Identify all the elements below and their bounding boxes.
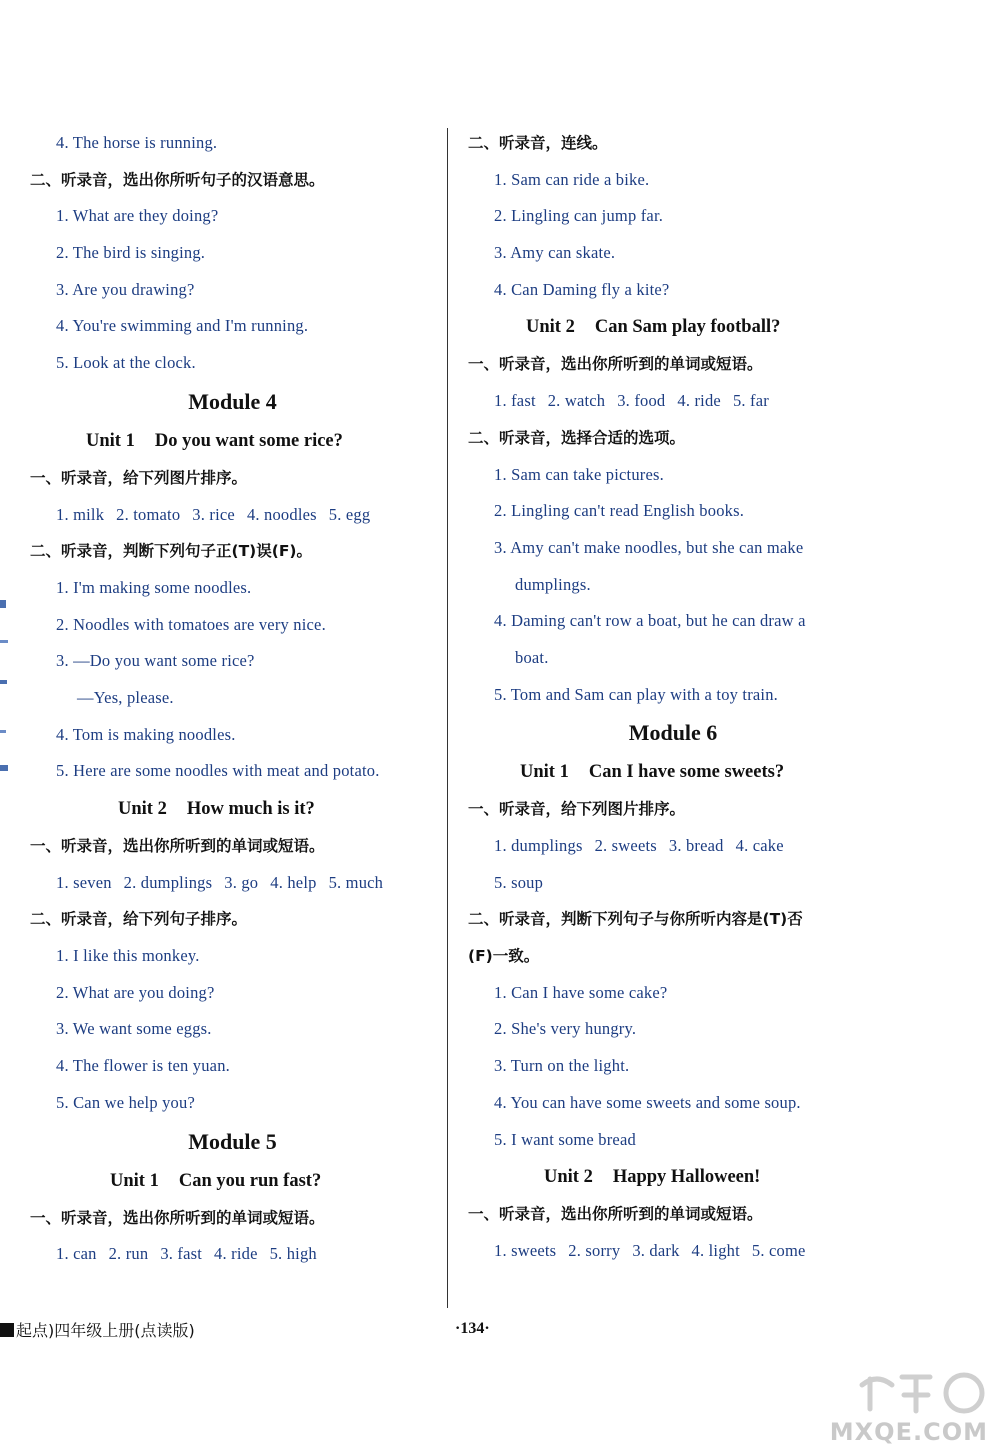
word-item: 5. much (328, 872, 384, 892)
word-item: 5. high (269, 1244, 317, 1264)
sentence-line: 1. Sam can ride a bike. (494, 169, 650, 189)
word-item: 2. sorry (568, 1240, 621, 1260)
unit-number: Unit 1 (86, 430, 135, 451)
word-item: 3. rice (192, 504, 235, 524)
unit-number: Unit 2 (544, 1167, 593, 1188)
sentence-line: 2. What are you doing? (56, 982, 215, 1002)
sentence-line: 5. Here are some noodles with meat and potato. (56, 761, 380, 781)
column-divider (447, 128, 448, 1308)
word-list (30, 865, 435, 902)
sentence-line: 2. Lingling can't read English books. (494, 501, 745, 521)
word-list (30, 1236, 435, 1273)
word-item: 2. tomato (116, 504, 181, 524)
word-item: 1. dumplings (494, 836, 583, 855)
sentence-line: 3. Amy can skate. (494, 243, 616, 263)
unit-title (30, 790, 435, 828)
word-item: 1. seven (56, 872, 112, 892)
unit-name: Do you want some rice? (154, 430, 343, 451)
section-heading: 一、听录音，选出你所听到的单词或短语。 (468, 355, 763, 374)
right-column (468, 125, 878, 1270)
unit-number: Unit 2 (526, 317, 575, 338)
sentence-line: 5. Look at the clock. (56, 353, 196, 373)
section-heading: 一、听录音，选出你所听到的单词或短语。 (30, 1208, 325, 1227)
section-heading-cont: (F)一致。 (468, 947, 540, 966)
word-item: 2. run (108, 1244, 149, 1264)
section-heading: 一、听录音，选出你所听到的单词或短语。 (30, 837, 325, 855)
word-item: 4. ride (214, 1244, 258, 1264)
word-item: 2. watch (547, 391, 606, 411)
word-item: 4. light (691, 1240, 740, 1260)
unit-number: Unit 1 (520, 762, 569, 783)
sentence-line: 5. Tom and Sam can play with a toy train. (494, 684, 778, 704)
unit-title (468, 308, 878, 346)
word-item: 2. sweets (594, 836, 657, 855)
sentence-line: 2. Lingling can jump far. (494, 206, 664, 226)
sentence-line: 3. Are you drawing? (56, 279, 195, 299)
word-item: 3. food (617, 391, 666, 411)
unit-number: Unit 2 (118, 799, 167, 819)
sentence-line: —Yes, please. (77, 687, 174, 707)
sentence-line: dumplings. (515, 574, 591, 594)
unit-title (30, 422, 435, 460)
section-heading: 二、听录音，给下列句子排序。 (30, 910, 248, 929)
unit-title (468, 753, 878, 791)
module-title: Module 4 (188, 388, 277, 414)
word-item: 1. can (56, 1244, 97, 1264)
watermark-text: MXQE.COM (829, 1418, 988, 1446)
word-item: 3. go (224, 872, 259, 892)
unit-name: Happy Halloween! (612, 1167, 761, 1188)
word-list (30, 497, 435, 534)
sentence-line: 2. Noodles with tomatoes are very nice. (56, 614, 326, 634)
black-mark (0, 1323, 14, 1337)
word-item: 3. fast (160, 1244, 203, 1264)
word-item: 3. dark (632, 1240, 680, 1260)
word-item: 4. cake (735, 836, 784, 855)
word-item: 4. help (270, 872, 317, 892)
sentence-line: 1. What are they doing? (56, 206, 219, 226)
left-column (30, 125, 435, 1273)
section-heading: 二、听录音，判断下列句子与你所听内容是(T)否 (468, 910, 803, 929)
sentence-line: 4. You're swimming and I'm running. (56, 316, 309, 336)
word-list (468, 383, 878, 420)
sentence-line: 1. I like this monkey. (56, 946, 200, 966)
section-heading: 一、听录音，选出你所听到的单词或短语。 (468, 1205, 763, 1224)
section-heading: 一、听录音，给下列图片排序。 (468, 800, 686, 819)
word-item: 5. soup (494, 872, 544, 892)
word-item: 4. ride (677, 391, 721, 411)
sentence-line: 2. She's very hungry. (494, 1019, 637, 1039)
word-item: 3. bread (668, 836, 724, 855)
word-item: 2. dumplings (123, 872, 213, 892)
sentence-line: 4. You can have some sweets and some soup. (494, 1092, 801, 1112)
sentence-line: 1. Can I have some cake? (494, 982, 668, 1002)
module-title: Module 5 (188, 1128, 277, 1154)
word-item: 1. sweets (494, 1240, 557, 1260)
page-number: ·134· (455, 1320, 490, 1337)
word-item: 5. egg (328, 504, 371, 524)
book-title-text: 起点)四年级上册(点读版) (16, 1321, 195, 1340)
unit-name: Can I have some sweets? (588, 762, 785, 783)
unit-name: Can Sam play football? (594, 317, 781, 338)
sentence-line: 4. Can Daming fly a kite? (494, 279, 670, 299)
sentence-line: 4. The horse is running. (56, 133, 218, 152)
sentence-line: 5. Can we help you? (56, 1092, 195, 1112)
unit-name: Can you run fast? (178, 1170, 322, 1191)
scan-edge-marks (0, 580, 10, 780)
word-item: 5. far (732, 391, 769, 411)
word-item: 1. fast (494, 391, 536, 411)
sentence-line: 3. —Do you want some rice? (56, 651, 255, 671)
unit-title (30, 1162, 435, 1200)
unit-title (468, 1158, 878, 1196)
sentence-line: 4. Tom is making noodles. (56, 724, 236, 744)
module-title: Module 6 (628, 720, 718, 746)
sentence-line: 1. Sam can take pictures. (494, 464, 664, 484)
sentence-line: 5. I want some bread (494, 1129, 636, 1149)
sentence-line: 4. Daming can't row a boat, but he can draw a (494, 611, 806, 631)
section-heading: 二、听录音，选择合适的选项。 (468, 428, 686, 447)
section-heading: 二、听录音，连线。 (468, 134, 608, 152)
sentence-line: boat. (515, 647, 549, 667)
unit-name: How much is it? (186, 799, 315, 819)
sentence-line: 1. I'm making some noodles. (56, 577, 252, 597)
word-item: 5. come (751, 1240, 806, 1260)
sentence-line: 2. The bird is singing. (56, 243, 206, 263)
word-item: 4. noodles (246, 504, 317, 524)
book-title (0, 1318, 195, 1341)
sentence-line: 4. The flower is ten yuan. (56, 1056, 230, 1076)
sentence-line: 3. We want some eggs. (56, 1019, 212, 1039)
unit-number: Unit 1 (110, 1170, 159, 1191)
sentence-line: 3. Turn on the light. (494, 1056, 630, 1076)
section-heading: 一、听录音，给下列图片排序。 (30, 468, 248, 487)
word-list (468, 1233, 878, 1270)
word-item: 1. milk (56, 504, 105, 524)
sentence-line: 3. Amy can't make noodles, but she can make (494, 537, 804, 557)
section-heading: 二、听录音，判断下列句子正(T)误(F)。 (30, 542, 312, 561)
section-heading: 二、听录音，选出你所听句子的汉语意思。 (30, 170, 325, 189)
word-list (468, 828, 878, 865)
